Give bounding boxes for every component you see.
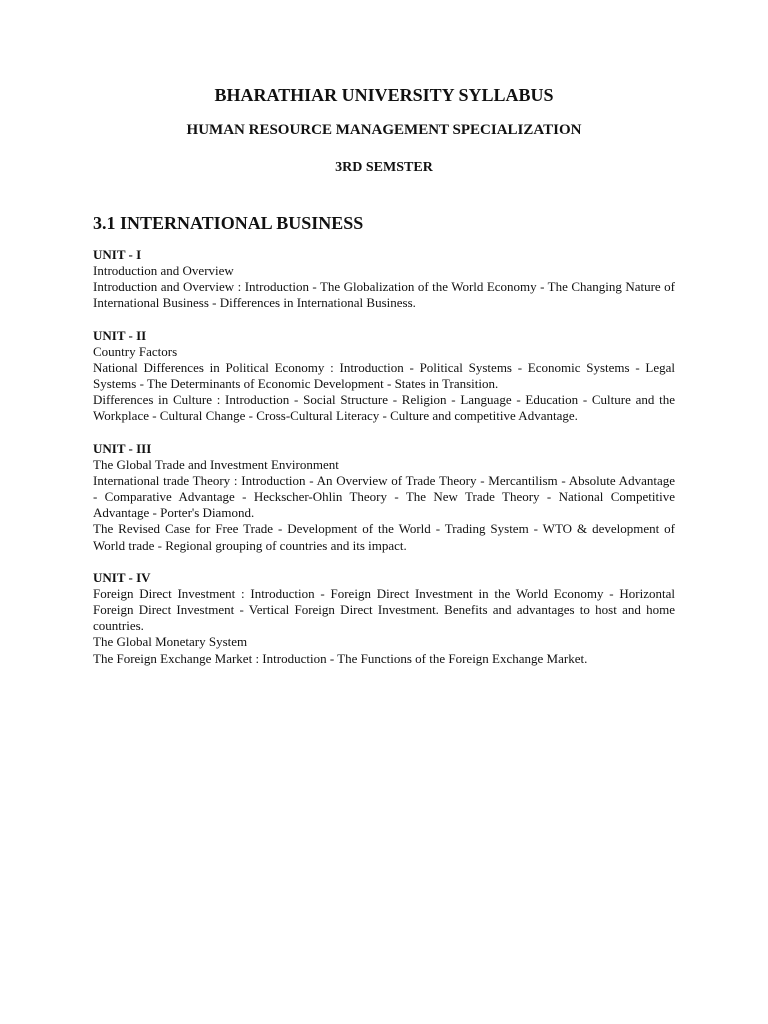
unit-line: National Differences in Political Economy : Introduction - Political Systems - Economic Systems - Legal Systems - The Determinants of Economic Development - States in Transition.	[93, 359, 675, 392]
unit-line: Introduction and Overview : Introduction - The Globalization of the World Economy - The Changing Nature of International Business - Differences in International Business.	[93, 279, 675, 311]
unit-line: Introduction and Overview	[93, 263, 234, 278]
unit-line: The Revised Case for Free Trade - Development of the World - Trading System - WTO & development of World trade - Regional grouping of countries and its impact.	[93, 521, 675, 553]
unit-line: Differences in Culture : Introduction - Social Structure - Religion - Language - Education - Culture and the Workplace - Cultural Change - Cross-Cultural Literacy - Culture and competitive Advantage.	[93, 392, 675, 424]
unit-heading: UNIT - IV	[93, 569, 151, 585]
unit-line: The Foreign Exchange Market : Introduction - The Functions of the Foreign Exchange Market.	[93, 650, 588, 666]
unit-section	[93, 441, 675, 554]
unit-heading: UNIT - I	[93, 247, 142, 262]
document-title: BHARATHIAR UNIVERSITY SYLLABUS	[214, 85, 554, 105]
course-heading: 3.1 INTERNATIONAL BUSINESS	[93, 213, 364, 233]
syllabus-page	[93, 84, 675, 667]
unit-section	[93, 570, 675, 667]
unit-line: International trade Theory : Introduction - An Overview of Trade Theory - Mercantilism - Absolute Advantage - Comparative Advantage - Heckscher-Ohlin Theory - The New Trade Theory - National Competitive Advantage - Porter's Diamond.	[93, 472, 675, 521]
unit-section	[93, 247, 675, 312]
unit-line: Country Factors	[93, 343, 178, 359]
document-subtitle: HUMAN RESOURCE MANAGEMENT SPECIALIZATION	[186, 122, 582, 138]
semester-label: 3RD SEMSTER	[335, 160, 433, 175]
unit-line: The Global Monetary System	[93, 634, 248, 650]
unit-heading: UNIT - III	[93, 440, 152, 456]
unit-heading: UNIT - II	[93, 327, 147, 343]
unit-line: Foreign Direct Investment : Introduction - Foreign Direct Investment in the World Economy - Horizontal Foreign Direct Investment - Vertical Foreign Direct Investment. Benefits and advantages to host and home countries.	[93, 585, 675, 634]
unit-line: The Global Trade and Investment Environment	[93, 456, 339, 472]
unit-section	[93, 328, 675, 425]
